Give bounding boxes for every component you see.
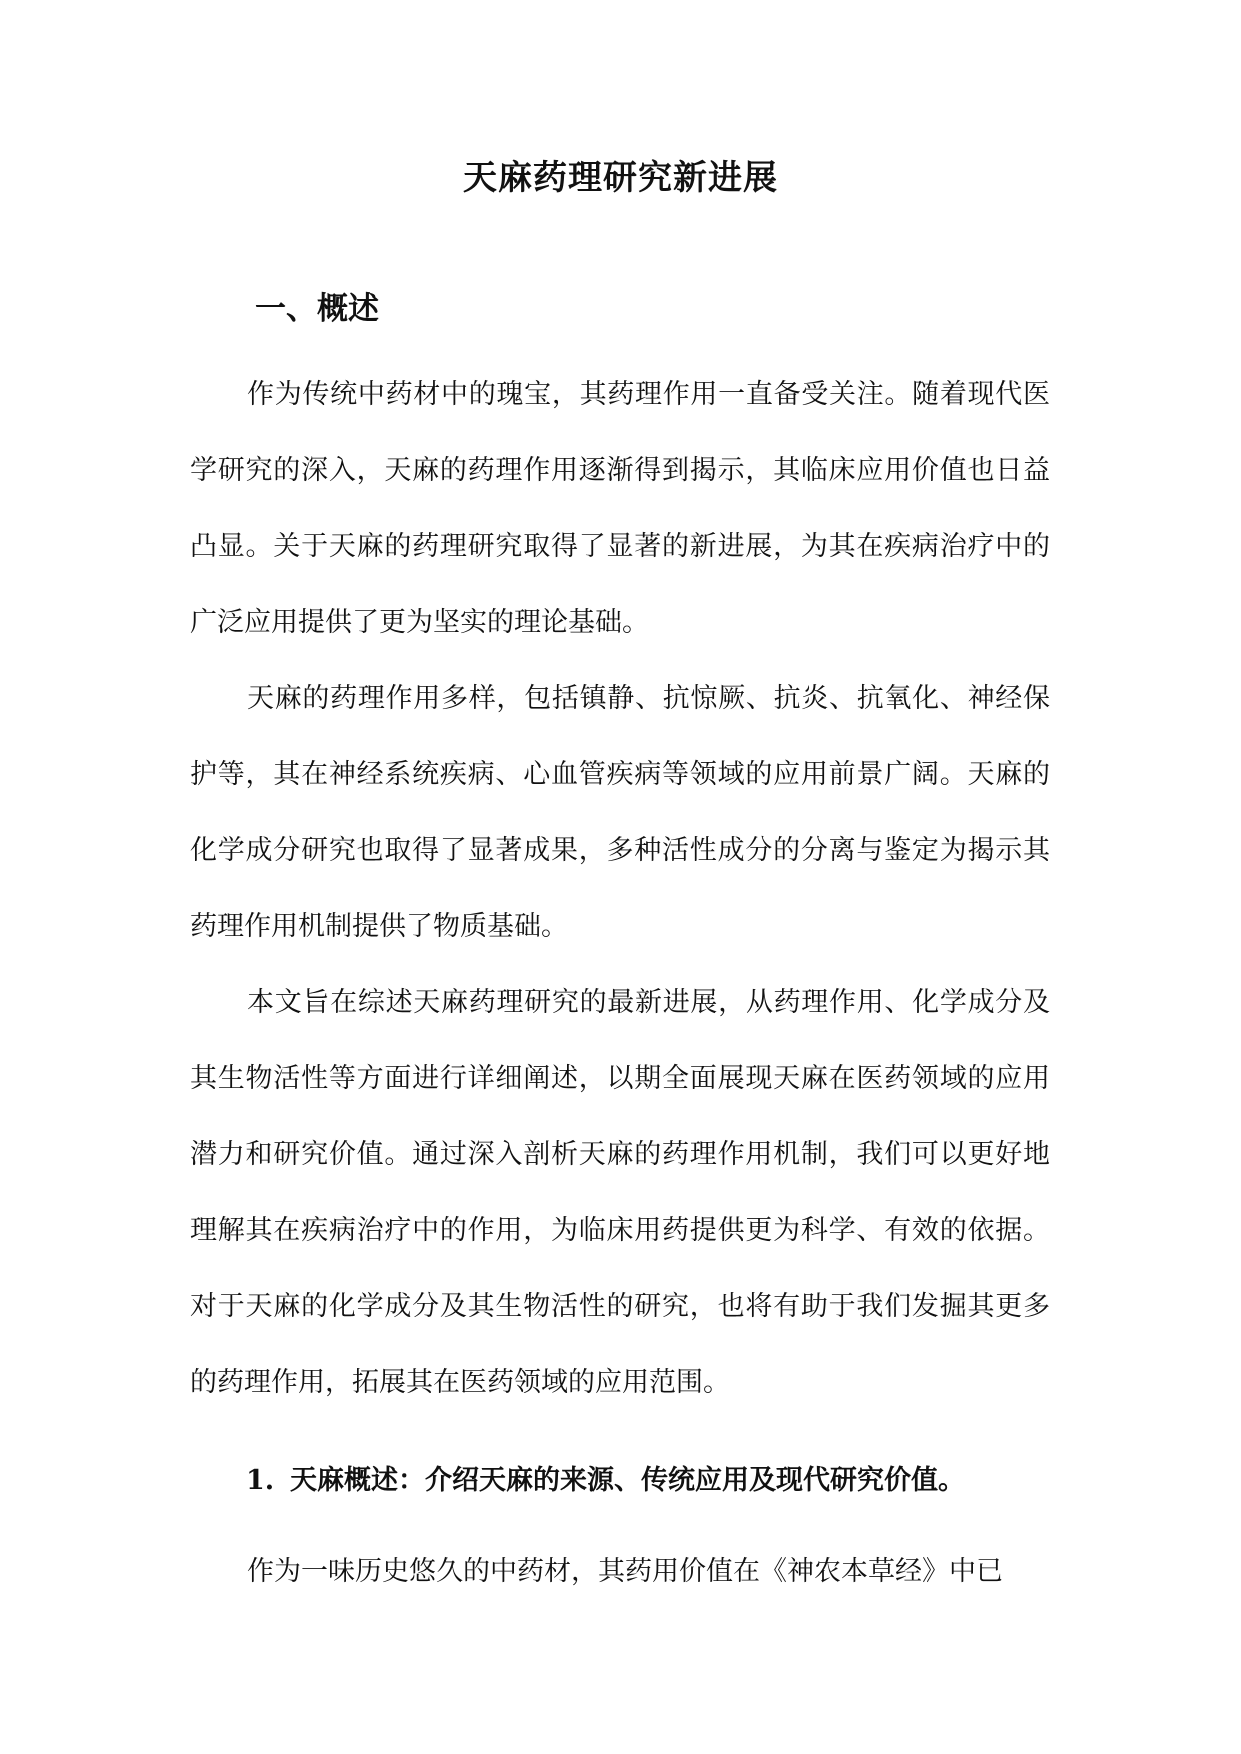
subheading-text: 天麻概述：介绍天麻的来源、传统应用及现代研究价值。 bbox=[290, 1465, 965, 1496]
paragraph-3: 本文旨在综述天麻药理研究的最新进展，从药理作用、化学成分及其生物活性等方面进行详细阐述，以期全面展现天麻在医药领域的应用潜力和研究价值。通过深入剖析天麻的药理作用机制，我们可以更好地理解其在疾病治疗中的作用，为临床用药提供更为科学、有效的依据。对于天麻的化学成分及其生物活性的研究，也将有助于我们发掘其更多的药理作用，拓展其在医药领域的应用范围。 bbox=[190, 987, 1050, 1398]
paragraph-1: 作为传统中药材中的瑰宝，其药理作用一直备受关注。随着现代医学研究的深入，天麻的药理作用逐渐得到揭示，其临床应用价值也日益凸显。关于天麻的药理研究取得了显著的新进展，为其在疾病治疗中的广泛应用提供了更为坚实的理论基础。 bbox=[190, 379, 1050, 638]
subheading-1 bbox=[246, 1458, 965, 1497]
paragraph-4: 作为一味历史悠久的中药材，其药用价值在《神农本草经》中已 bbox=[247, 1556, 1003, 1587]
subheading-number: 1. bbox=[246, 1465, 275, 1496]
paragraph-2: 天麻的药理作用多样，包括镇静、抗惊厥、抗炎、抗氧化、神经保护等，其在神经系统疾病、心血管疾病等领域的应用前景广阔。天麻的化学成分研究也取得了显著成果，多种活性成分的分离与鉴定为揭示其药理作用机制提供了物质基础。 bbox=[190, 683, 1050, 942]
document-title: 天麻药理研究新进展 bbox=[463, 158, 778, 198]
section-heading-overview: 一、概述 bbox=[255, 291, 379, 327]
